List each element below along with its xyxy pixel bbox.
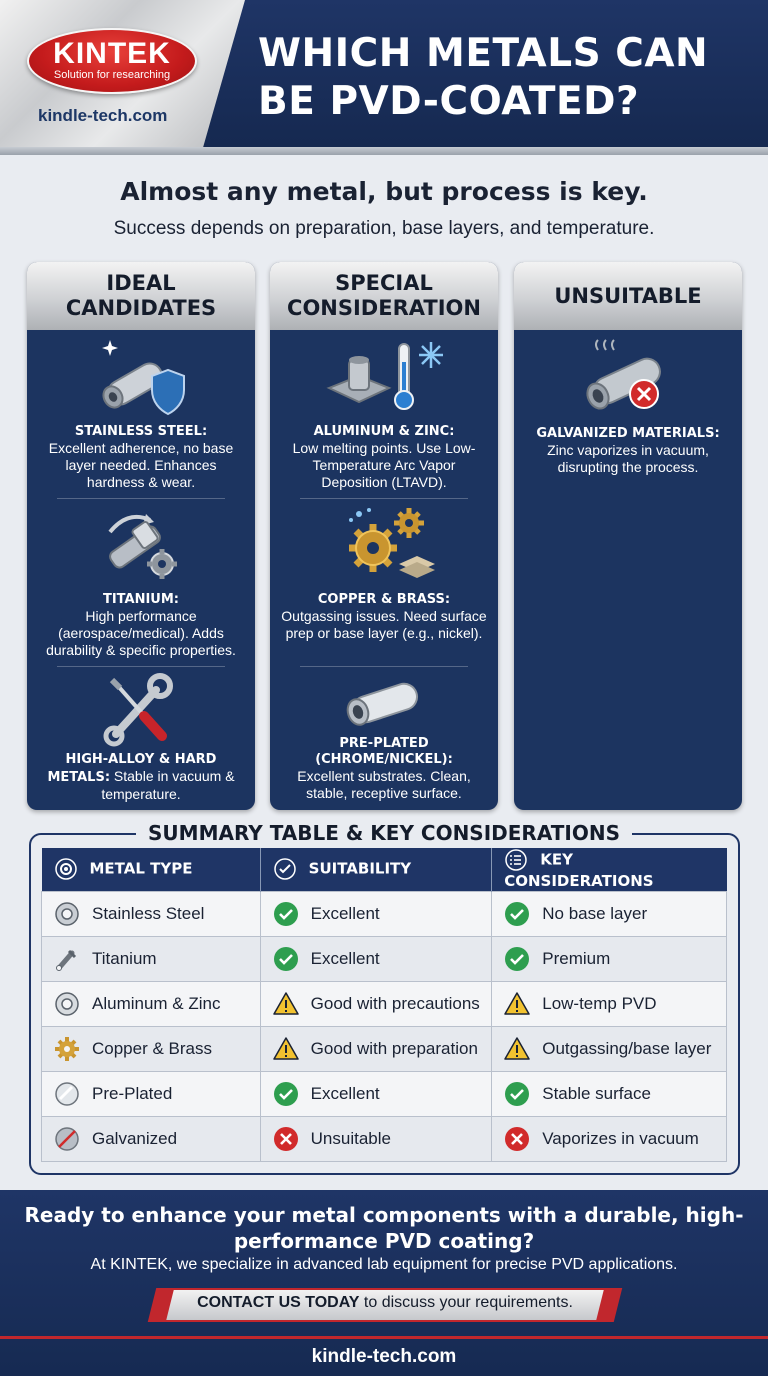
footer-divider	[0, 1336, 768, 1339]
page-title: WHICH METALS CAN BE PVD-COATED?	[258, 31, 709, 124]
x-circle-icon	[504, 1126, 530, 1152]
check-circle-icon	[504, 901, 530, 927]
item-description: Stable in vacuum & temperature.	[101, 768, 235, 802]
item-title: TITANIUM:	[102, 592, 180, 607]
column-title: SPECIAL CONSIDERATION	[287, 271, 481, 320]
table-row	[42, 1026, 727, 1071]
table-header-row	[42, 848, 727, 891]
column-special-consideration	[270, 262, 498, 810]
cell-suitability	[260, 1071, 492, 1116]
cell-key-consideration	[492, 981, 727, 1026]
item-description: Excellent adherence, no base layer needed. Enhances hardness & wear.	[48, 440, 234, 490]
cell-metal-type	[42, 981, 261, 1026]
titanium-rod-icon	[54, 946, 80, 972]
cell-suitability	[260, 981, 492, 1026]
header-label: SUITABILITY	[308, 859, 412, 878]
check-circle-icon	[273, 1081, 299, 1107]
cell-metal-type	[42, 1071, 261, 1116]
cell-key-consideration	[492, 936, 727, 981]
cta-title: Ready to enhance your metal components with a durable, high-performance PVD coating?	[24, 1203, 744, 1253]
suitability-value: Good with preparation	[310, 1038, 478, 1058]
header-divider	[0, 147, 768, 155]
steel-ring-icon	[54, 901, 80, 927]
material-pre-plated	[270, 672, 498, 802]
item-divider	[300, 498, 468, 499]
suitability-value: Unsuitable	[310, 1128, 391, 1148]
column-ideal-candidates	[27, 262, 255, 810]
item-text	[27, 750, 255, 803]
suitability-value: Good with precautions	[310, 993, 480, 1013]
cell-suitability	[260, 1116, 492, 1161]
header-label: METAL TYPE	[89, 859, 193, 878]
cell-key-consideration	[492, 1026, 727, 1071]
candidate-high-alloy	[27, 672, 255, 803]
column-header	[270, 262, 498, 330]
item-title: ALUMINUM & ZINC:	[313, 424, 455, 439]
consideration-value: No base layer	[542, 903, 648, 923]
metal-name: Copper & Brass	[92, 1038, 212, 1058]
cell-suitability	[260, 936, 492, 981]
stainless-steel-pipe-shield-icon	[96, 338, 186, 420]
header-label: KEY CONSIDERATIONS	[504, 850, 654, 891]
cell-suitability	[260, 891, 492, 936]
intro-subhead: Success depends on preparation, base layers, and temperature.	[113, 218, 655, 239]
cell-metal-type	[42, 1026, 261, 1071]
header-banner	[0, 0, 768, 155]
cta-subtitle: At KINTEK, we specialize in advanced lab equipment for precise PVD applications.	[90, 1256, 678, 1273]
item-divider	[300, 666, 468, 667]
material-galvanized	[514, 338, 742, 476]
galvanized-disc-icon	[54, 1126, 80, 1152]
item-divider	[57, 498, 225, 499]
cell-metal-type	[42, 936, 261, 981]
warning-triangle-icon	[504, 1036, 530, 1062]
metal-name: Galvanized	[92, 1128, 178, 1148]
item-description: Low melting points. Use Low-Temperature Arc Vapor Deposition (LTAVD).	[292, 440, 476, 490]
gear-icon	[54, 857, 78, 881]
consideration-value: Vaporizes in vacuum	[542, 1128, 699, 1148]
material-aluminum-zinc	[270, 338, 498, 491]
check-circle-icon	[504, 946, 530, 972]
cell-key-consideration	[492, 1116, 727, 1161]
consideration-value: Stable surface	[542, 1083, 651, 1103]
column-header	[27, 262, 255, 330]
material-copper-brass	[270, 504, 498, 642]
metal-name: Aluminum & Zinc	[92, 993, 221, 1013]
item-title: GALVANIZED MATERIALS:	[536, 426, 720, 441]
metal-name: Stainless Steel	[92, 903, 205, 923]
intro-headline: Almost any metal, but process is key.	[120, 177, 648, 206]
wrench-screwdriver-icon	[96, 672, 186, 748]
item-divider	[57, 666, 225, 667]
cell-key-consideration	[492, 891, 727, 936]
check-circle-icon	[273, 901, 299, 927]
cell-suitability	[260, 1026, 492, 1071]
x-circle-icon	[273, 1126, 299, 1152]
check-circle-icon	[273, 946, 299, 972]
contact-button-bold: CONTACT US TODAY	[197, 1294, 360, 1311]
suitability-value: Excellent	[310, 948, 380, 968]
column-header	[514, 262, 742, 330]
column-header-suitability	[260, 848, 492, 891]
consideration-value: Low-temp PVD	[542, 993, 657, 1013]
cell-metal-type	[42, 1116, 261, 1161]
column-header-key-considerations	[492, 848, 727, 891]
warning-triangle-icon	[273, 1036, 299, 1062]
summary-title: SUMMARY TABLE & KEY CONSIDERATIONS	[136, 821, 632, 845]
titanium-part-gear-icon	[96, 504, 186, 586]
plated-pipe-icon	[334, 672, 434, 732]
footer-website-link[interactable]: kindle-tech.com	[311, 1346, 457, 1367]
candidate-stainless-steel	[27, 338, 255, 491]
contact-button-rest: to discuss your requirements.	[359, 1294, 573, 1311]
copper-gears-icon	[329, 504, 439, 586]
item-title: PRE-PLATED (CHROME/NICKEL):	[315, 736, 453, 767]
item-description: Zinc vaporizes in vacuum, disrupting the process.	[547, 442, 709, 475]
item-description: Excellent substrates. Clean, stable, receptive surface.	[297, 768, 471, 801]
warning-triangle-icon	[273, 991, 299, 1017]
kintek-logo[interactable]	[27, 28, 197, 94]
item-title: HIGH-ALLOY & HARD METALS:	[47, 752, 217, 785]
list-icon	[504, 848, 528, 872]
copper-gear-icon	[54, 1036, 80, 1062]
item-description: High performance (aerospace/medical). Adds durability & specific properties.	[46, 608, 236, 658]
item-title: STAINLESS STEEL:	[74, 424, 208, 439]
consideration-value: Premium	[542, 948, 611, 968]
table-row	[42, 936, 727, 981]
warning-triangle-icon	[504, 991, 530, 1017]
logo-name: KINTEK	[53, 37, 171, 70]
consideration-value: Outgassing/base layer	[542, 1038, 712, 1058]
column-unsuitable	[514, 262, 742, 810]
column-title: IDEAL CANDIDATES	[65, 271, 217, 320]
table-row	[42, 1116, 727, 1161]
check-circle-icon	[504, 1081, 530, 1107]
galvanized-pipe-x-icon	[578, 338, 678, 420]
check-circle-icon	[273, 857, 297, 881]
aluminum-ring-icon	[54, 991, 80, 1017]
table-row	[42, 891, 727, 936]
summary-table	[41, 848, 727, 1162]
aluminum-part-thermometer-icon	[319, 338, 449, 420]
cell-metal-type	[42, 891, 261, 936]
plated-disc-icon	[54, 1081, 80, 1107]
candidate-titanium	[27, 504, 255, 659]
item-description: Outgassing issues. Need surface prep or base layer (e.g., nickel).	[281, 608, 487, 641]
cell-key-consideration	[492, 1071, 727, 1116]
table-row	[42, 981, 727, 1026]
column-header-metal-type	[42, 848, 261, 891]
metal-name: Pre-Plated	[92, 1083, 173, 1103]
contact-button-label[interactable]	[152, 1294, 618, 1312]
suitability-value: Excellent	[310, 1083, 380, 1103]
metal-name: Titanium	[92, 948, 157, 968]
column-title: UNSUITABLE	[554, 283, 702, 308]
suitability-value: Excellent	[310, 903, 380, 923]
logo-tagline: Solution for researching	[53, 69, 171, 81]
header-website-link[interactable]: kindle-tech.com	[38, 106, 168, 125]
summary-title-wrap	[0, 821, 768, 845]
item-title: COPPER & BRASS:	[317, 592, 451, 607]
table-row	[42, 1071, 727, 1116]
